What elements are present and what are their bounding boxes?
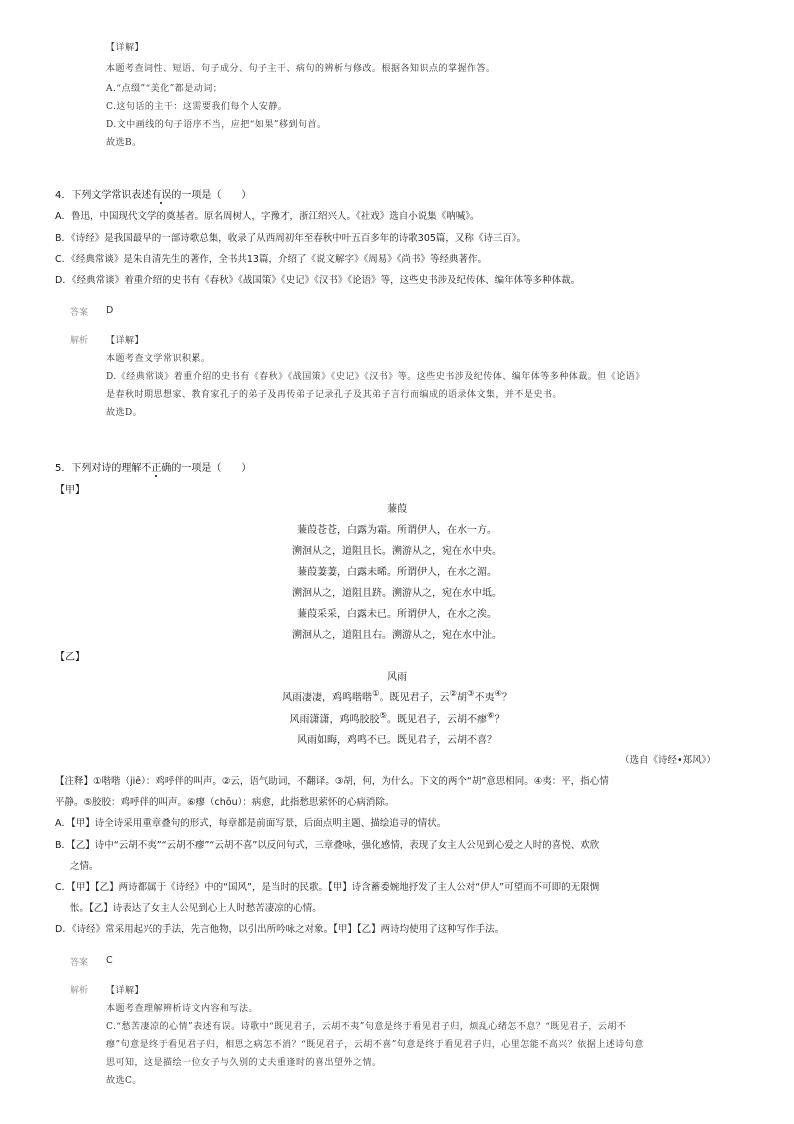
option-c-cont: 怅。【乙】诗表达了女主人公见到心上人时愁苦凄凉的心情。 — [70, 903, 322, 914]
poem-jia-title: 蒹葭 — [387, 504, 407, 515]
poem-jia-label: 【甲】 — [55, 485, 85, 496]
analysis-line: C.“愁苦凄凉的心情”表述有误。诗歌中“既见君子，云胡不夷”句意是终于看见君子归，烦乱心绪怎不息？“既见君子，云胡不 — [106, 1022, 627, 1032]
poem-line: 蒹葭苍苍，白露为霜。所谓伊人，在水一方。 — [297, 525, 497, 536]
analysis-heading: 【详解】 — [106, 336, 145, 346]
analysis-line: 故选D。 — [106, 408, 143, 418]
footnote-mark: ⑤ — [379, 710, 387, 720]
option-b: B．【乙】诗中“云胡不夷”“云胡不瘳”“云胡不喜”以反问句式，三章叠咏，强化感情，表现了女主人公见到心爱之人时的喜悦、欢欣 — [55, 840, 600, 851]
option-d: D．《诗经》常采用起兴的手法，先言他物，以引出所吟咏之对象。【甲】【乙】两诗均使用了这种写作手法。 — [55, 924, 505, 935]
poem-line: 蒹葭萋萋，白露未晞。所谓伊人，在水之湄。 — [297, 567, 497, 578]
poem-line: 风雨如晦，鸡鸣不已。既见君子，云胡不喜？ — [297, 735, 497, 746]
question-5-stem — [55, 459, 251, 474]
stem-text: 4．下列文学常识表述 — [55, 190, 152, 201]
option-c: C．【甲】【乙】两诗都属于《诗经》中的“国风”，是当时的民歌。【甲】诗含蓄委婉地抒发了主人公对“伊人”可望而不可即的无限惆 — [55, 882, 600, 893]
answer-label: 答案 — [70, 308, 89, 318]
answer-label: 答案 — [70, 958, 89, 968]
stem-emphasis: 有误 — [151, 190, 172, 201]
poem-line: 溯洄从之，道阻且跻。溯游从之，宛在水中坻。 — [292, 588, 502, 599]
option-a: A．鲁迅，中国现代文学的奠基者。原名周树人，字豫才，浙江绍兴人。《社戏》选自小说集《呐喊》。 — [55, 211, 480, 222]
notes-line: 【注释】①喈喈（jiē）：鸡呼伴的叫声。②云，语气助词，不翻译。③胡，何，为什么。下文的两个“胡”意思相同。④夷：平，指心情 — [55, 776, 609, 787]
stem-text: 的一项是（ ） — [171, 190, 252, 201]
analysis-line: 故选C。 — [106, 1076, 142, 1086]
poem-source: （选自《诗经•郑风》） — [620, 755, 716, 766]
analysis-label: 解析 — [70, 336, 89, 346]
stem-text: 5．下列对诗的理解 — [55, 463, 142, 474]
poem-text: 胡 — [457, 692, 467, 704]
q3-analysis-heading: 【详解】 — [106, 43, 145, 53]
footnote-mark: ① — [372, 688, 380, 698]
question-4-stem — [55, 186, 251, 201]
q3-analysis-line: D.文中画线的句子语序不当，应把“如果”移到句首。 — [106, 120, 327, 130]
footnote-mark: ③ — [467, 688, 475, 698]
poem-line: 蒹葭采采，白露未已。所谓伊人，在水之涘。 — [297, 609, 497, 620]
poem-text: ？ — [494, 714, 505, 726]
q3-analysis-line: A.“点缀”“美化”都是动词； — [106, 84, 223, 94]
poem-line — [0, 710, 794, 725]
poem-text: 风雨潇潇，鸡鸣胶胶 — [289, 714, 380, 726]
footnote-mark: ⑥ — [487, 710, 495, 720]
poem-yi-title: 风雨 — [387, 672, 407, 683]
poem-text: 风雨凄凄，鸡鸣喈喈 — [282, 692, 373, 704]
stem-text: 的一项是（ ） — [171, 463, 252, 474]
q3-analysis-line: C.这句话的主干：这需要我们每个人安静。 — [106, 102, 288, 112]
poem-line: 溯洄从之，道阻且右。溯游从之，宛在水中沚。 — [292, 630, 502, 641]
analysis-line: 瘳”句意是终于看见君子归，相思之病怎不消？“既见君子，云胡不喜”句意是终于看见君子归，心里怎能不高兴？依据上述诗句意 — [106, 1040, 644, 1050]
footnote-mark: ④ — [494, 688, 502, 698]
poem-text: 不夷 — [474, 692, 495, 704]
analysis-line: 本题考查理解辨析诗文内容和写法。 — [106, 1004, 259, 1014]
poem-line — [0, 688, 794, 703]
answer-value: D — [106, 305, 114, 316]
analysis-label: 解析 — [70, 986, 89, 996]
analysis-line: 本题考查文学常识积累。 — [106, 354, 211, 364]
analysis-line: 是春秋时期思想家、教育家孔子的弟子及再传弟子记录孔子及其弟子言行而编成的语录体文集，并不是史书。 — [106, 390, 563, 400]
poem-yi-label: 【乙】 — [55, 652, 85, 663]
q3-analysis-line: 本题考查词性、短语、句子成分、句子主干、病句的辨析与修改。根据各知识点的掌握作答。 — [106, 64, 496, 74]
option-d: D．《经典常谈》着重介绍的史书有《春秋》《战国策》《史记》《汉书》《论语》等，这些史书涉及纪传体、编年体等多种体裁。 — [55, 275, 581, 286]
analysis-line: 思可知，这是描绘一位女子与久别的丈夫重逢时的喜出望外之情。 — [106, 1058, 382, 1068]
poem-text: 。既见君子，云胡不瘳 — [387, 714, 487, 726]
poem-text: ？ — [501, 692, 512, 704]
notes-line: 平静。⑤胶胶：鸡呼伴的叫声。⑥瘳（chōu）：病愈，此指愁思萦怀的心病消除。 — [55, 797, 395, 808]
analysis-heading: 【详解】 — [106, 986, 145, 996]
stem-emphasis: 不正确 — [141, 463, 172, 474]
q3-analysis-line: 故选B。 — [106, 138, 142, 148]
option-c: C．《经典常谈》是朱自清先生的著作，全书共13篇，介绍了《说文解字》《周易》《尚书》等经典著作。 — [55, 254, 487, 265]
poem-text: 。既见君子，云 — [379, 692, 450, 704]
answer-value: C — [106, 955, 113, 966]
poem-line: 溯洄从之，道阻且长。溯游从之，宛在水中央。 — [292, 546, 502, 557]
option-b-cont: 之情。 — [70, 861, 99, 872]
analysis-line: D.《经典常谈》着重介绍的史书有《春秋》《战国策》《史记》《汉书》等。这些史书涉及纪传体、编年体等多种体裁。但《论语》 — [106, 372, 645, 382]
option-a: A．【甲】诗全诗采用重章叠句的形式，每章都是前面写景，后面点明主题、描绘追寻的情状。 — [55, 818, 447, 829]
option-b: B．《诗经》是我国最早的一部诗歌总集，收录了从西周初年至春秋中叶五百多年的诗歌305篇，又称《诗三百》。 — [55, 233, 527, 244]
footnote-mark: ② — [449, 688, 457, 698]
